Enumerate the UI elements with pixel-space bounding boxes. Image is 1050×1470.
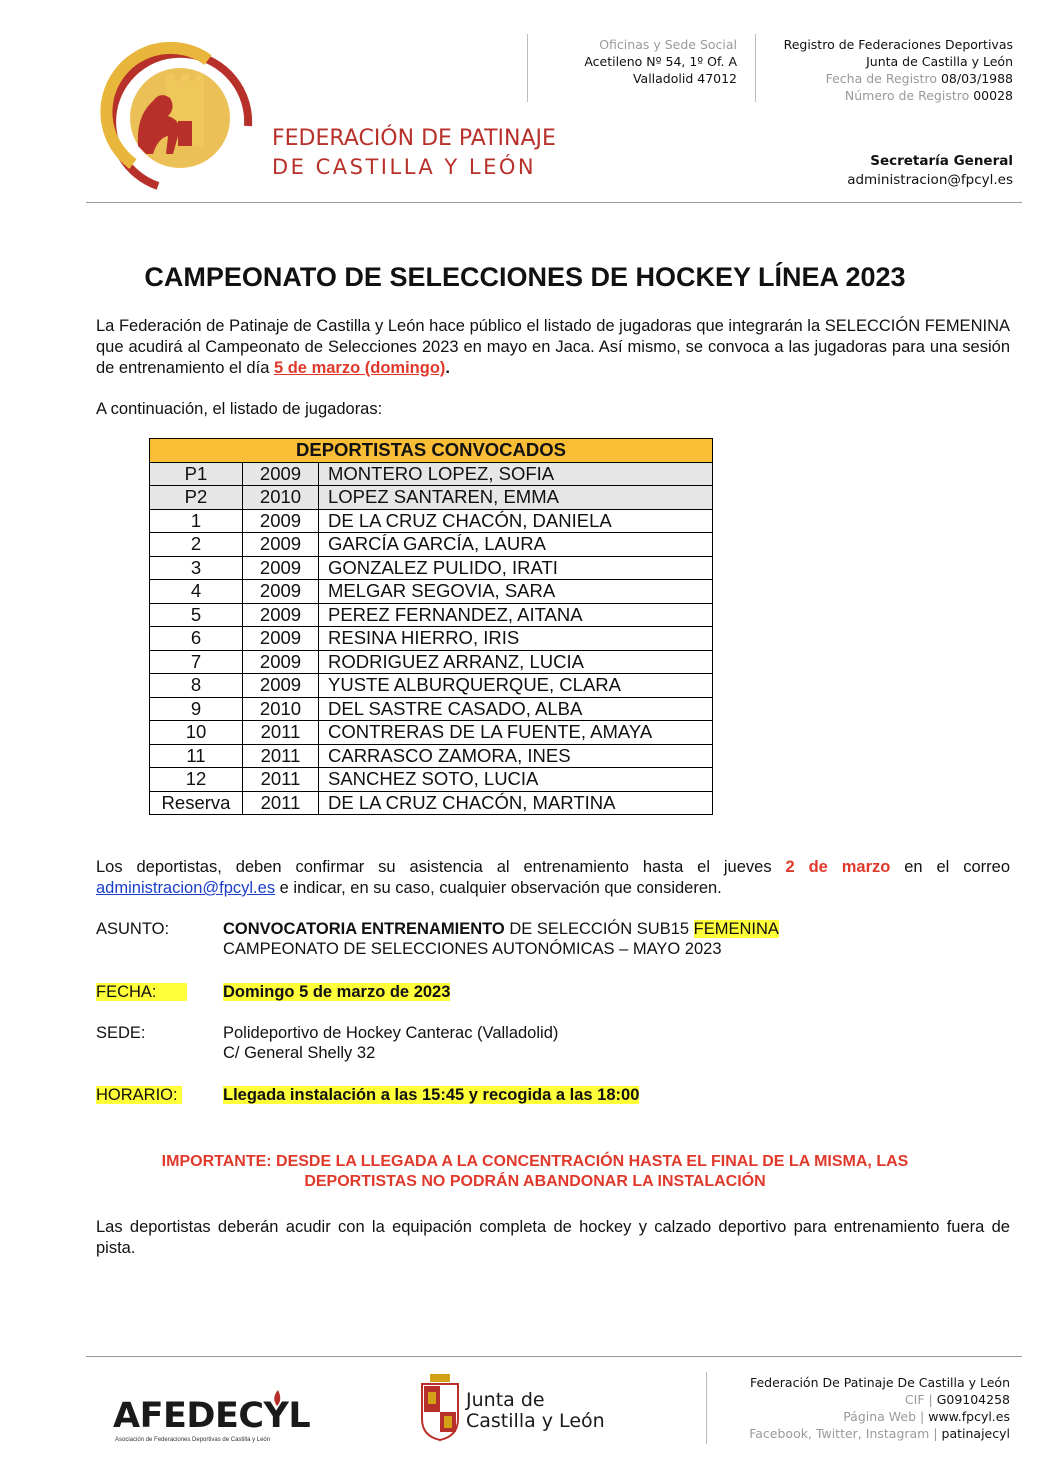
confirm-text2: en el correo (890, 858, 1011, 876)
footer-cif-label: CIF (904, 1392, 925, 1407)
list-intro: A continuación, el listado de jugadoras: (96, 400, 383, 418)
page-title: CAMPEONATO DE SELECCIONES DE HOCKEY LÍNEA 2023 (144, 262, 906, 292)
fecha-value: Domingo 5 de marzo de 2023 (223, 983, 451, 1001)
horario-label: HORARIO: (96, 1085, 182, 1105)
player-year: 2009 (243, 627, 319, 651)
player-name: GONZALEZ PULIDO, IRATI (319, 556, 713, 580)
table-row (150, 768, 713, 792)
player-name: DE LA CRUZ CHACÓN, DANIELA (319, 509, 713, 533)
player-year: 2009 (243, 509, 319, 533)
secretary-title: Secretaría General (870, 153, 1013, 169)
table-row (150, 744, 713, 768)
player-num: 10 (150, 721, 243, 745)
closing-paragraph: Las deportistas deberán acudir con la equipación completa de hockey y calzado deportivo para entrenamiento fuera de pista. (96, 1218, 1010, 1257)
player-name: LOPEZ SANTAREN, EMMA (319, 486, 713, 510)
player-name: GARCÍA GARCÍA, LAURA (319, 533, 713, 557)
player-num: 12 (150, 768, 243, 792)
player-year: 2011 (243, 768, 319, 792)
footer-social-label: Facebook, Twitter, Instagram (749, 1426, 930, 1441)
footer-rule (86, 1356, 1022, 1357)
office-label: Oficinas y Sede Social (599, 37, 737, 52)
footer-cif-value: G09104258 (936, 1392, 1010, 1407)
intro-paragraph (96, 316, 1010, 379)
office-address (517, 36, 737, 87)
sede-line1: Polideportivo de Hockey Canterac (Valladolid) (223, 1024, 559, 1042)
player-num: 7 (150, 650, 243, 674)
player-year: 2009 (243, 650, 319, 674)
player-name: CARRASCO ZAMORA, INES (319, 744, 713, 768)
player-num: P2 (150, 486, 243, 510)
player-num: 6 (150, 627, 243, 651)
footer-web-link[interactable]: www.fpcyl.es (928, 1409, 1010, 1424)
sede-value (223, 1023, 558, 1063)
asunto-mid: DE SELECCIÓN SUB15 (504, 920, 694, 938)
confirm-text3: e indicar, en su caso, cualquier observación que consideren. (275, 879, 722, 897)
player-num: 11 (150, 744, 243, 768)
junta-shield-icon (420, 1374, 460, 1442)
confirm-date: 2 de marzo (785, 858, 891, 876)
table-row (150, 603, 713, 627)
player-name: RESINA HIERRO, IRIS (319, 627, 713, 651)
table-row (150, 509, 713, 533)
player-year: 2009 (243, 556, 319, 580)
table-row (150, 674, 713, 698)
registry-date-value: 08/03/1988 (940, 71, 1013, 86)
registry-date-label: Fecha de Registro (825, 71, 937, 86)
player-num: 2 (150, 533, 243, 557)
org-name-line1: FEDERACIÓN DE PATINAJE (272, 126, 556, 151)
player-year: 2009 (243, 603, 319, 627)
player-name: SANCHEZ SOTO, LUCIA (319, 768, 713, 792)
table-row (150, 721, 713, 745)
asunto-highlight: FEMENINA (693, 920, 779, 938)
federation-logo (98, 36, 263, 201)
intro-end: . (445, 359, 450, 377)
footer-web-label: Página Web (843, 1409, 917, 1424)
player-year: 2011 (243, 744, 319, 768)
afedecyl-name: AFEDECYL (113, 1396, 311, 1436)
office-address-line1: Acetileno Nº 54, 1º Of. A (584, 54, 737, 69)
player-num: 5 (150, 603, 243, 627)
confirm-paragraph (96, 857, 1010, 899)
player-num: 1 (150, 509, 243, 533)
secretary-email: administracion@fpcyl.es (847, 172, 1013, 188)
player-num: 3 (150, 556, 243, 580)
header-rule (86, 202, 1022, 203)
important-warning (0, 1152, 1050, 1192)
table-row (150, 627, 713, 651)
player-year: 2009 (243, 580, 319, 604)
player-name: YUSTE ALBURQUERQUE, CLARA (319, 674, 713, 698)
asunto-line2: CAMPEONATO DE SELECCIONES AUTONÓMICAS – MAYO 2023 (223, 940, 722, 958)
asunto-bold: CONVOCATORIA ENTRENAMIENTO (223, 920, 505, 938)
org-name-line2: DE CASTILLA Y LEÓN (272, 155, 537, 179)
sede-line2: C/ General Shelly 32 (223, 1044, 376, 1062)
asunto-label: ASUNTO: (96, 920, 170, 938)
registry-number-label: Número de Registro (844, 88, 970, 103)
footer-divider (706, 1372, 707, 1444)
afedecyl-subtitle: Asociación de Federaciones Deportivas de Castilla y León (115, 1437, 271, 1443)
players-table-body (150, 462, 713, 815)
player-name: CONTRERAS DE LA FUENTE, AMAYA (319, 721, 713, 745)
player-name: MELGAR SEGOVIA, SARA (319, 580, 713, 604)
junta-line2: Castilla y León (466, 1410, 605, 1432)
intro-text: La Federación de Patinaje de Castilla y León hace público el listado de jugadoras que integrarán la SELECCIÓN FEMENINA que acudirá al Campeonato de Selecciones 2023 en mayo en Jaca. Así mismo, se convoca a las jugadoras para una sesión de entrenamiento el día (96, 317, 1010, 377)
table-row (150, 697, 713, 721)
player-year: 2011 (243, 791, 319, 815)
player-year: 2011 (243, 721, 319, 745)
confirm-text1: Los deportistas, deben confirmar su asistencia al entrenamiento hasta el jueves (96, 858, 786, 876)
table-row (150, 580, 713, 604)
header-divider-2 (755, 34, 756, 102)
table-row (150, 650, 713, 674)
table-row (150, 556, 713, 580)
asunto-value (223, 919, 779, 959)
player-num: 4 (150, 580, 243, 604)
secretary-block (847, 152, 1013, 190)
footer-social-value[interactable]: patinajecyl (941, 1426, 1010, 1441)
player-name: PEREZ FERNANDEZ, AITANA (319, 603, 713, 627)
player-name: DEL SASTRE CASADO, ALBA (319, 697, 713, 721)
confirm-email-link[interactable]: administracion@fpcyl.es (96, 879, 276, 897)
warning-line1: IMPORTANTE: DESDE LA LLEGADA A LA CONCENTRACIÓN HASTA EL FINAL DE LA MISMA, LAS (161, 1153, 909, 1170)
player-year: 2010 (243, 486, 319, 510)
player-name: RODRIGUEZ ARRANZ, LUCIA (319, 650, 713, 674)
warning-line2: DEPORTISTAS NO PODRÁN ABANDONAR LA INSTALACIÓN (304, 1173, 766, 1190)
player-name: MONTERO LOPEZ, SOFIA (319, 462, 713, 486)
player-num: 9 (150, 697, 243, 721)
table-row (150, 486, 713, 510)
intro-date: 5 de marzo (domingo) (273, 359, 446, 377)
horario-value: Llegada instalación a las 15:45 y recogida a las 18:00 (223, 1086, 640, 1104)
registry-line1: Registro de Federaciones Deportivas (783, 37, 1013, 52)
registry-line2: Junta de Castilla y León (866, 54, 1013, 69)
player-num: 8 (150, 674, 243, 698)
fecha-label: FECHA: (96, 982, 187, 1002)
table-header: DEPORTISTAS CONVOCADOS (150, 439, 713, 463)
office-address-line2: Valladolid 47012 (632, 71, 737, 86)
sede-label: SEDE: (96, 1024, 146, 1042)
player-year: 2009 (243, 462, 319, 486)
table-row (150, 533, 713, 557)
player-num: P1 (150, 462, 243, 486)
players-table (149, 438, 713, 815)
table-row (150, 791, 713, 815)
registry-number-value: 00028 (973, 88, 1013, 103)
player-name: DE LA CRUZ CHACÓN, MARTINA (319, 791, 713, 815)
junta-line1: Junta de (466, 1389, 545, 1411)
table-row (150, 462, 713, 486)
registry-info (763, 36, 1013, 104)
footer-info: Federación De Patinaje De Castilla y León CIF | G09104258 Página Web | www.fpcyl.es Facebook, Twitter, Instagram | patinajecyl (710, 1374, 1010, 1442)
player-num: Reserva (150, 791, 243, 815)
player-year: 2010 (243, 697, 319, 721)
player-year: 2009 (243, 674, 319, 698)
footer-org: Federación De Patinaje De Castilla y León (749, 1375, 1010, 1390)
player-year: 2009 (243, 533, 319, 557)
